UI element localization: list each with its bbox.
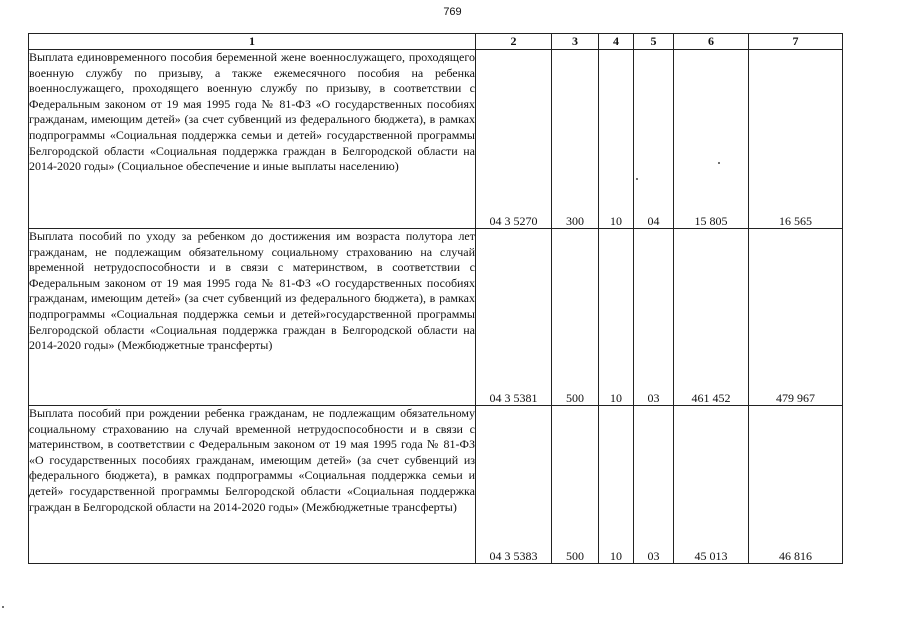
- row-sum2: 46 816: [749, 406, 843, 564]
- table-row: [29, 50, 843, 229]
- scan-speck: [636, 178, 638, 180]
- table-row: [29, 406, 843, 564]
- row-code: 04 3 5381: [476, 229, 552, 406]
- row-description: Выплата единовременного пособия беременной жене военнослужащего, проходящего военную службу по призыву, а также ежемесячного пособия на ребенка военнослужащего, проходящего военную службу по призыву, в соответствии с Федеральным законом от 19 мая 1995 года № 81-ФЗ «О государственных пособиях гражданам, имеющим детей» (за счет субвенций из федерального бюджета), в рамках подпрограммы «Социальная поддержка семьи и детей» государственной программы Белгородской области «Социальная поддержка граждан в Белгородской области на 2014-2020 годы» (Социальное обеспечение и иные выплаты населению): [29, 50, 476, 229]
- row-rz: 10: [599, 406, 634, 564]
- row-sum2: 16 565: [749, 50, 843, 229]
- row-sum1: 461 452: [674, 229, 749, 406]
- column-header: 3: [552, 34, 599, 50]
- row-pr: 03: [634, 229, 674, 406]
- row-description: Выплата пособий при рождении ребенка гражданам, не подлежащим обязательному социальному страхованию на случай временной нетрудоспособности и в связи с материнством, в соответствии с Федеральным законом от 19 мая 1995 года № 81-ФЗ «О государственных пособиях гражданам, имеющим детей» (за счет субвенций из федерального бюджета), в рамках подпрограммы «Социальная поддержка семьи и детей» государственной программы Белгородской области «Социальная поддержка граждан в Белгородской области на 2014-2020 годы» (Межбюджетные трансферты): [29, 406, 476, 564]
- row-vr: 500: [552, 229, 599, 406]
- column-header: 6: [674, 34, 749, 50]
- row-code: 04 3 5270: [476, 50, 552, 229]
- table-row: [29, 229, 843, 406]
- column-header: 2: [476, 34, 552, 50]
- column-header: 5: [634, 34, 674, 50]
- table-header-row: [29, 34, 843, 50]
- row-rz: 10: [599, 50, 634, 229]
- row-pr: 03: [634, 406, 674, 564]
- page-number: 769: [443, 6, 462, 18]
- row-sum1: 45 013: [674, 406, 749, 564]
- row-rz: 10: [599, 229, 634, 406]
- row-code: 04 3 5383: [476, 406, 552, 564]
- column-header: 7: [749, 34, 843, 50]
- column-header: 1: [29, 34, 476, 50]
- scan-speck: [2, 606, 4, 608]
- row-vr: 300: [552, 50, 599, 229]
- row-description: Выплата пособий по уходу за ребенком до достижения им возраста полутора лет гражданам, не подлежащим обязательному социальному страхованию на случай временной нетрудоспособности и в связи с материнством, в соответствии с Федеральным законом от 19 мая 1995 года № 81-ФЗ «О государственных пособиях гражданам, имеющим детей» (за счет субвенций из федерального бюджета), в рамках подпрограммы «Социальная поддержка семьи и детей»государственной программы Белгородской области «Социальная поддержка граждан в Белгородской области на 2014-2020 годы» (Межбюджетные трансферты): [29, 229, 476, 406]
- row-sum1: 15 805: [674, 50, 749, 229]
- row-vr: 500: [552, 406, 599, 564]
- scan-speck: [718, 162, 720, 164]
- row-sum2: 479 967: [749, 229, 843, 406]
- row-pr: 04: [634, 50, 674, 229]
- column-header: 4: [599, 34, 634, 50]
- budget-table: [28, 33, 843, 564]
